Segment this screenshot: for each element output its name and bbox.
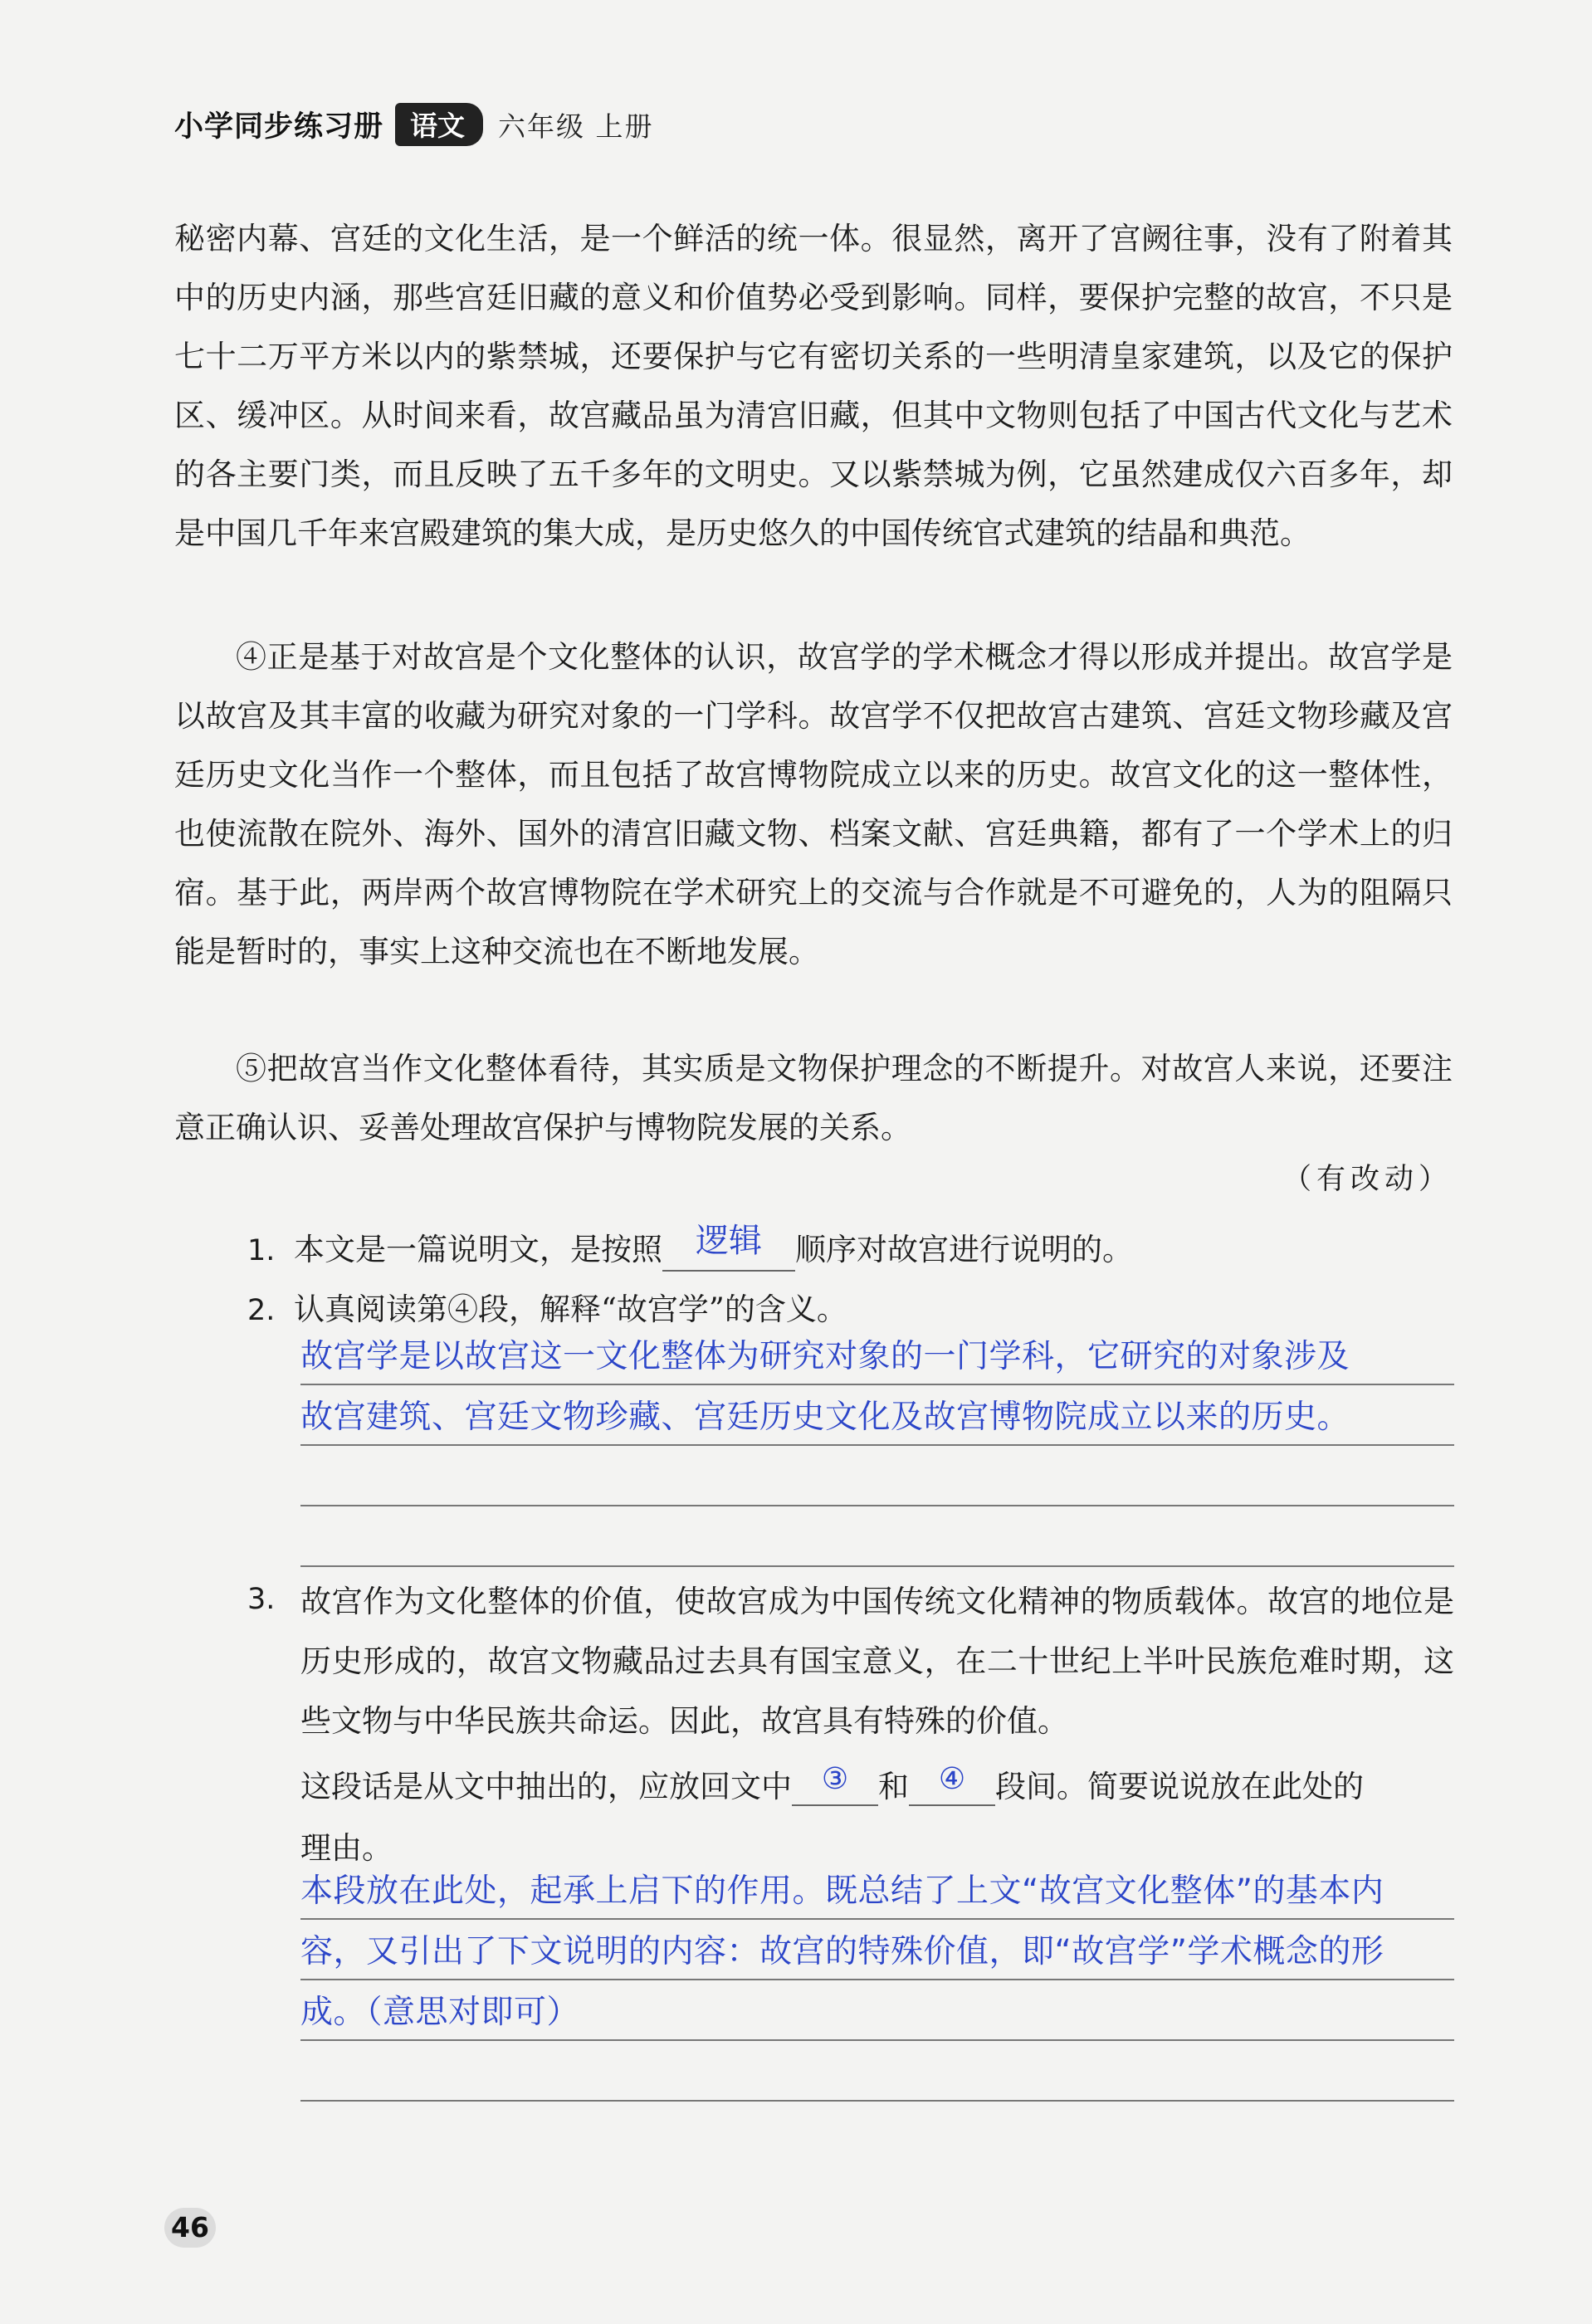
question-3-excerpt: 故宫作为文化整体的价值，使故宫成为中国传统文化精神的物质载体。故宫的地位是历史形成的，故宫文物藏品过去具有国宝意义，在二十世纪上半叶民族危难时期，这些文物与中华民族共命运。因此，故宫具有特殊的价值。: [300, 1584, 1454, 1739]
question-2-answer-area[interactable]: [300, 1325, 1454, 1567]
question-3-answer-area[interactable]: [300, 1859, 1454, 2102]
question-2-prompt: 认真阅读第④段，解释“故宫学”的含义。: [294, 1291, 847, 1327]
page-number: 46: [164, 2208, 216, 2248]
question-1-text-before: 本文是一篇说明文，是按照: [294, 1232, 662, 1267]
question-number: 3.: [247, 1583, 276, 1616]
answer-text: 故宫建筑、宫廷文物珍藏、宫廷历史文化及故宫博物院成立以来的历史。: [300, 1399, 1350, 1436]
question-1-answer-blank[interactable]: [662, 1223, 795, 1272]
question-3-blank-b[interactable]: [909, 1762, 995, 1806]
question-3-answer-a: ③: [821, 1762, 849, 1796]
question-3-prompt-mid: 和: [878, 1769, 909, 1804]
question-3-prompt: [300, 1761, 1364, 1806]
passage-paragraph-4: ④正是基于对故宫是个文化整体的认识，故宫学的学术概念才得以形成并提出。故宫学是以故宫及其丰富的收藏为研究对象的一门学科。故宫学不仅把故宫古建筑、宫廷文物珍藏及宫廷历史文化当作一个整体，而且包括了故宫博物院成立以来的历史。故宫文化的这一整体性，也使流散在院外、海外、国外的清宫旧藏文物、档案文献、宫廷典籍，都有了一个学术上的归宿。基于此，两岸两个故宫博物院在学术研究上的交流与合作就是不可避免的，人为的阻隔只能是暂时的，事实上这种交流也在不断地发展。: [174, 639, 1453, 969]
answer-line[interactable]: [300, 1859, 1454, 1920]
answer-text: 本段放在此处，起承上启下的作用。既总结了上文“故宫文化整体”的基本内: [300, 1872, 1384, 1910]
source-note: （有改动）: [1282, 1163, 1453, 1196]
question-3-prompt-end: 理由。: [300, 1830, 393, 1866]
answer-line[interactable]: [300, 1506, 1454, 1567]
grade-label: 六年级 上册: [498, 110, 654, 143]
answer-line[interactable]: [300, 1920, 1454, 1980]
subject-badge: 语文: [395, 103, 483, 146]
answer-line[interactable]: [300, 1325, 1454, 1385]
answer-line[interactable]: [300, 1385, 1454, 1446]
answer-line[interactable]: [300, 1446, 1454, 1506]
answer-line[interactable]: [300, 1980, 1454, 2041]
passage-paragraph-3-continued: 秘密内幕、宫廷的文化生活，是一个鲜活的统一体。很显然，离开了宫阙往事，没有了附着其中的历史内涵，那些宫廷旧藏的意义和价值势必受到影响。同样，要保护完整的故宫，不只是七十二万平方米以内的紫禁城，还要保护与它有密切关系的一些明清皇家建筑，以及它的保护区、缓冲区。从时间来看，故宫藏品虽为清宫旧藏，但其中文物则包括了中国古代文化与艺术的各主要门类，而且反映了五千多年的文明史。又以紫禁城为例，它虽然建成仅六百多年，却是中国几千年来宫殿建筑的集大成，是历史悠久的中国传统官式建筑的结晶和典范。: [174, 221, 1453, 551]
answer-line[interactable]: [300, 2041, 1454, 2102]
question-3-answer-b: ④: [938, 1762, 966, 1796]
passage-paragraph-5: ⑤把故宫当作文化整体看待，其实质是文物保护理念的不断提升。对故宫人来说，还要注意正确认识、妥善处理故宫保护与博物院发展的关系。: [174, 1051, 1453, 1145]
question-2: [247, 1284, 847, 1329]
question-3-blank-a[interactable]: [792, 1762, 878, 1806]
page-header: [174, 101, 654, 148]
question-number: 1.: [247, 1234, 276, 1267]
question-1-answer: 逻辑: [696, 1222, 762, 1260]
question-1-text-after: 顺序对故宫进行说明的。: [795, 1232, 1133, 1267]
question-1: [247, 1223, 1133, 1272]
question-3-prompt-before: 这段话是从文中抽出的，应放回文中: [300, 1769, 792, 1804]
answer-text: 故宫学是以故宫这一文化整体为研究对象的一门学科，它研究的对象涉及: [300, 1338, 1350, 1375]
question-number: 2.: [247, 1294, 276, 1327]
answer-text: 成。（意思对即可）: [300, 1994, 580, 2031]
question-3-prompt-after: 段间。简要说说放在此处的: [995, 1769, 1364, 1804]
series-title: 小学同步练习册: [174, 110, 384, 144]
answer-text: 容，又引出了下文说明的内容：故宫的特殊价值，即“故宫学”学术概念的形: [300, 1933, 1384, 1970]
question-3-number: [247, 1580, 294, 1616]
